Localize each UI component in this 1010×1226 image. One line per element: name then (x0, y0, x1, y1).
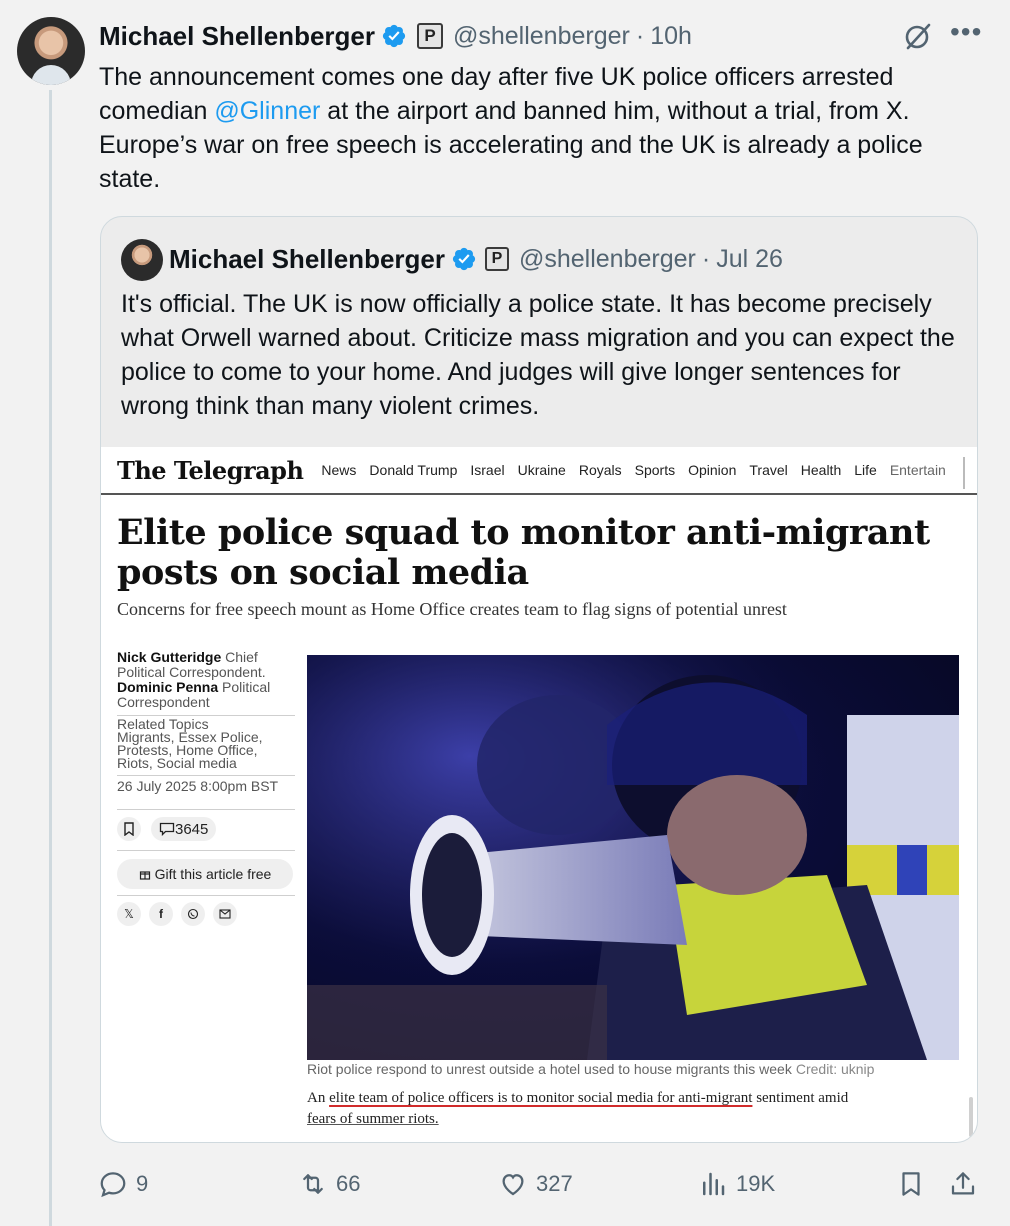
article-headline: Elite police squad to monitor anti-migrant posts on social media (117, 512, 930, 593)
author-1-name: Nick Gutteridge (117, 649, 222, 665)
article-link: fears of summer riots. (307, 1111, 439, 1127)
share-icon (948, 1169, 978, 1199)
avatar[interactable] (17, 17, 85, 85)
tweet-text-part: The announcement comes one day after five UK police officers arrested comedian (99, 63, 894, 125)
caption-text: Riot police respond to unrest outside a hotel used to house migrants this week (307, 1061, 792, 1077)
like-button[interactable] (498, 1166, 573, 1202)
quote-author-handle[interactable]: @shellenberger (518, 244, 696, 273)
sidebar-divider (117, 895, 295, 896)
quote-header (169, 241, 783, 277)
byline (117, 650, 295, 710)
telegraph-nav (101, 447, 978, 495)
nav-item: Opinion (688, 462, 737, 478)
quote-time[interactable]: Jul 26 (716, 244, 783, 273)
tweet-text (99, 60, 979, 196)
reply-icon (98, 1169, 128, 1199)
nav-item: Entertain (889, 462, 946, 478)
more-options-icon[interactable]: ••• (950, 16, 983, 47)
whatsapp-share-icon (181, 902, 205, 926)
bookmark-icon (896, 1169, 926, 1199)
publish-date: 26 July 2025 8:00pm BST (117, 778, 279, 794)
thread-line (49, 90, 52, 1226)
author-handle[interactable]: @shellenberger (452, 21, 630, 50)
sidebar-divider (117, 775, 295, 776)
author-2-name: Dominic Penna (117, 679, 219, 695)
share-buttons (117, 902, 245, 926)
views-icon (698, 1169, 728, 1199)
telegraph-logo: The Telegraph (117, 455, 304, 485)
tweet-header (99, 18, 692, 54)
comments-count (151, 817, 216, 841)
gift-label: Gift this article free (154, 866, 272, 882)
heart-icon (498, 1169, 528, 1199)
gift-icon (139, 868, 151, 880)
author-1-role: Chief Political Correspondent. (117, 649, 266, 680)
views-count: 19K (736, 1171, 776, 1196)
quote-avatar[interactable] (121, 239, 163, 281)
body-text-part: sentiment amid (752, 1090, 849, 1106)
repost-icon (298, 1169, 328, 1199)
email-share-icon (213, 902, 237, 926)
nav-item: Israel (470, 462, 505, 478)
nav-item: Royals (578, 462, 622, 478)
sidebar-divider (117, 850, 295, 851)
gift-article-button (117, 859, 293, 889)
nav-item: News (321, 462, 357, 478)
verified-badge-icon (451, 246, 477, 272)
article-photo (307, 655, 959, 1060)
bookmark-icon (117, 817, 141, 841)
tweet-actions (98, 1162, 982, 1206)
quoted-tweet[interactable] (100, 216, 978, 1143)
article-screenshot[interactable] (101, 447, 978, 1143)
tweet-text-part: at the airport and banned him, without a trial, from X. Europe’s war on free speech is accelerating and the UK is already a police state. (99, 97, 923, 193)
separator-dot: · (635, 21, 645, 50)
scrollbar (969, 1097, 973, 1137)
nav-item: Life (854, 462, 877, 478)
related-topics (117, 718, 295, 770)
quote-author-name[interactable]: Michael Shellenberger (169, 243, 445, 274)
verified-badge-icon (381, 23, 407, 49)
article-actions (117, 817, 216, 841)
highlighted-text: elite team of police officers is to monitor social media for anti-migrant (329, 1090, 753, 1106)
reply-button[interactable] (98, 1166, 148, 1202)
comments-number: 3645 (175, 820, 209, 838)
affiliate-badge: P (485, 247, 509, 271)
repost-count: 66 (336, 1171, 361, 1196)
grok-icon[interactable] (902, 20, 934, 52)
author-name[interactable]: Michael Shellenberger (99, 20, 375, 51)
nav-item: Ukraine (517, 462, 566, 478)
nav-item: Travel (749, 462, 788, 478)
topics-label: Related Topics (117, 716, 209, 732)
mention-link[interactable]: @Glinner (214, 97, 321, 125)
author-2-role: Political Correspondent (117, 679, 271, 710)
tweet-time[interactable]: 10h (650, 21, 692, 50)
comment-icon (159, 822, 175, 836)
article-standfirst: Concerns for free speech mount as Home Office creates team to flag signs of potential unrest (117, 599, 787, 619)
body-text-part: An (307, 1090, 330, 1106)
topics-list: Migrants, Essex Police, Protests, Home Office, Riots, Social media (117, 729, 263, 771)
like-count: 327 (536, 1171, 573, 1196)
nav-item: Sports (634, 462, 676, 478)
x-share-icon: 𝕏 (117, 902, 141, 926)
photo-credit: Credit: uknip (795, 1061, 875, 1077)
affiliate-badge: P (417, 23, 443, 49)
repost-button[interactable] (298, 1166, 360, 1202)
photo-caption (307, 1061, 967, 1077)
nav-item: Health (800, 462, 842, 478)
reply-count: 9 (136, 1171, 149, 1196)
nav-divider (963, 457, 965, 489)
nav-item: Donald Trump (369, 462, 458, 478)
share-button[interactable] (948, 1166, 986, 1202)
facebook-share-icon: f (149, 902, 173, 926)
bookmark-button[interactable] (896, 1166, 934, 1202)
quote-text: It's official. The UK is now officially a police state. It has become precisely what Orwell warned about. Criticize mass migration and you can expect the police to come to your home. And judges will give longer sentences for wrong think than many violent crimes. (121, 290, 955, 420)
separator-dot: · (701, 244, 711, 273)
views-button[interactable] (698, 1166, 775, 1202)
article-body (307, 1088, 867, 1130)
sidebar-divider (117, 809, 295, 810)
